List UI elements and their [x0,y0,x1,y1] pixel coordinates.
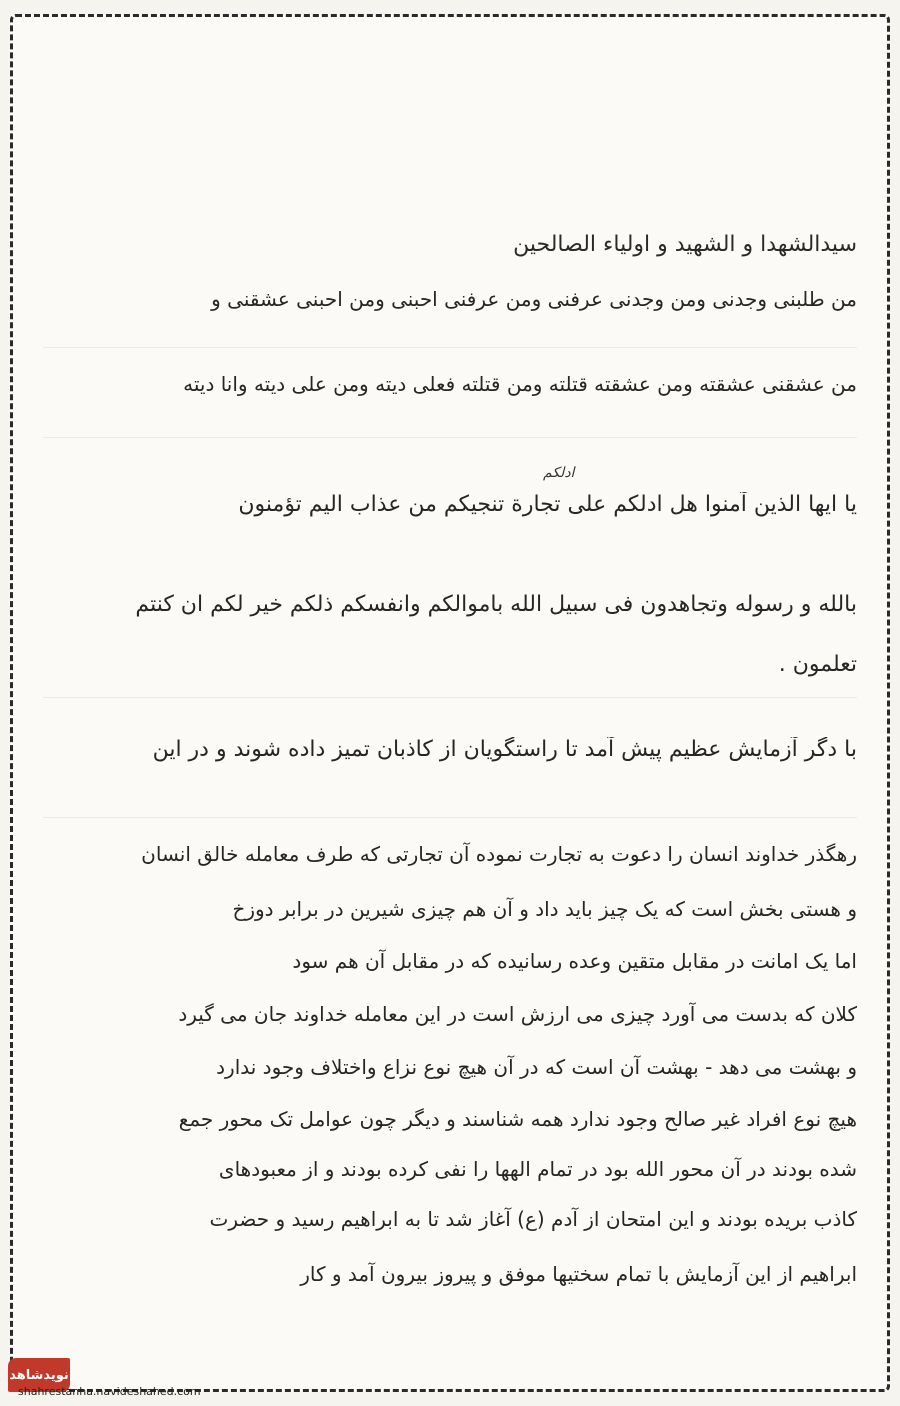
text-line-15: ابراهیم از این آزمایش با تمام سختیها موفق و پیروز بیرون آمد و کار [300,1262,857,1286]
letter-sheet [10,14,890,1392]
text-line-6: با دگر آزمایش عظیم پیش آمد تا راستگویان از کاذبان تمیز داده شوند و در این [152,737,857,762]
text-line-1: من طلبنی وجدنی ومن وجدنی عرفنی ومن عرفنی احبنی ومن احبنی عشقنی و [211,287,857,311]
text-line-10: کلان که بدست می آورد چیزی می ارزش است در این معامله خداوند جان می گیرد [178,1002,857,1026]
text-line-9: اما یک امانت در مقابل متقین وعده رسانیده که در مقابل آن هم سود [292,949,857,973]
site-logo: نویدشاهد [8,1358,70,1392]
paper-rule [43,347,857,348]
text-line-13: شده بودند در آن محور الله بود در تمام الهها را نفی کرده بودند و از معبودهای [218,1157,857,1181]
text-line-3: یا ایها الذین آمنوا هل ادلکم علی تجارة تنجیکم من عذاب الیم تؤمنون [238,492,857,517]
text-line-12: هیچ نوع افراد غیر صالح وجود ندارد همه شناسند و دیگر چون عوامل تک محور جمع [178,1107,857,1131]
text-line-4: بالله و رسوله وتجاهدون فی سبیل الله باموالکم وانفسکم ذلکم خیر لکم ان کنتم [135,592,857,617]
paper-rule [43,817,857,818]
paper-rule [43,437,857,438]
letter-body [43,57,857,1329]
text-line-8: و هستی بخش است که یک چیز باید داد و آن هم چیزی شیرین در برابر دوزخ [232,897,857,921]
margin-annotation: ادلکم [543,465,575,481]
paper-rule [43,697,857,698]
text-line-7: رهگذر خداوند انسان را دعوت به تجارت نموده آن تجارتی که طرف معامله خالق انسان [141,842,857,866]
text-line-11: و بهشت می دهد - بهشت آن است که در آن هیچ نوع نزاع واختلاف وجود ندارد [216,1055,857,1079]
site-watermark [8,1358,278,1398]
letter-heading: سیدالشهدا و الشهید و اولیاء الصالحین [513,232,857,257]
text-line-14: کاذب بریده بودند و این امتحان از آدم (ع) آغاز شد تا به ابراهیم رسید و حضرت [209,1207,857,1231]
site-url: shahrestanha.navideshahed.com [18,1385,201,1398]
text-line-5: تعلمون . [778,652,857,677]
text-line-2: من عشقنی عشقته ومن عشقته قتلته ومن قتلته فعلی دیته ومن علی دیته وانا دیته [183,372,857,396]
